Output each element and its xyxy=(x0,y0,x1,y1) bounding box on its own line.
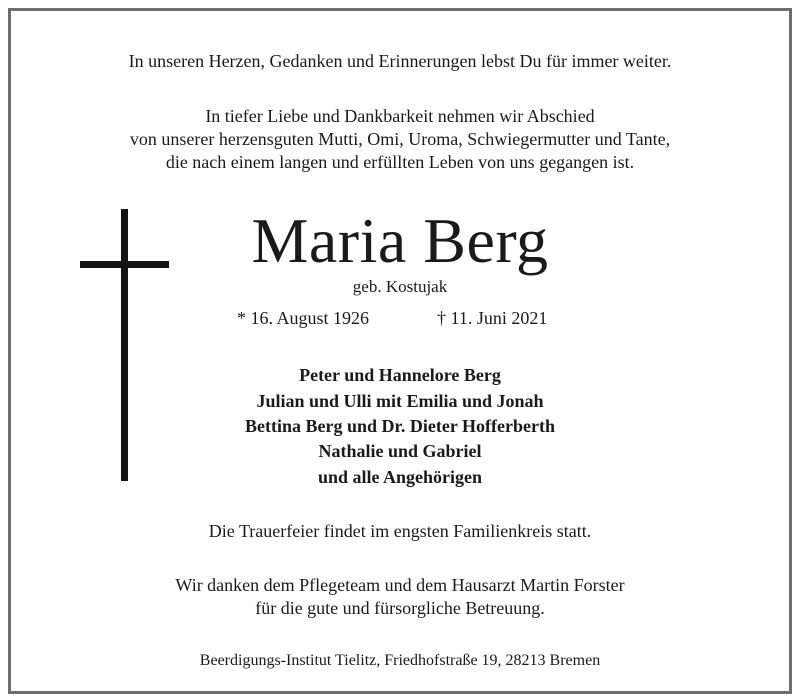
intro-line: die nach einem langen und erfüllten Leben von uns gegangen ist. xyxy=(165,152,635,172)
maiden-name: geb. Kostujak xyxy=(352,277,448,296)
mourner-line: Nathalie und Gabriel xyxy=(318,441,482,461)
funeral-home: Beerdigungs-Institut Tielitz, Friedhofstraße 19, 28213 Bremen xyxy=(199,652,601,669)
funeral-note: Die Trauerfeier findet im engsten Familienkreis statt. xyxy=(208,521,592,541)
death-date: † 11. Juni 2021 xyxy=(437,308,548,328)
thanks-line: Wir danken dem Pflegeteam und dem Hausarzt Martin Forster xyxy=(175,575,625,595)
intro-line: von unserer herzensguten Mutti, Omi, Uroma, Schwiegermutter und Tante, xyxy=(129,129,671,149)
mourner-line: Peter und Hannelore Berg xyxy=(299,365,501,385)
mourner-line: Bettina Berg und Dr. Dieter Hofferberth xyxy=(245,416,555,436)
mourner-line: Julian und Ulli mit Emilia und Jonah xyxy=(256,391,544,411)
motto-text: In unseren Herzen, Gedanken und Erinnerungen lebst Du für immer weiter. xyxy=(128,51,672,71)
mourner-line: und alle Angehörigen xyxy=(317,467,483,487)
thanks-line: für die gute und fürsorgliche Betreuung. xyxy=(255,598,545,618)
intro-line: In tiefer Liebe und Dankbarkeit nehmen wir Abschied xyxy=(205,106,595,126)
birth-date: * 16. August 1926 xyxy=(237,308,370,328)
deceased-name: Maria Berg xyxy=(251,205,549,276)
